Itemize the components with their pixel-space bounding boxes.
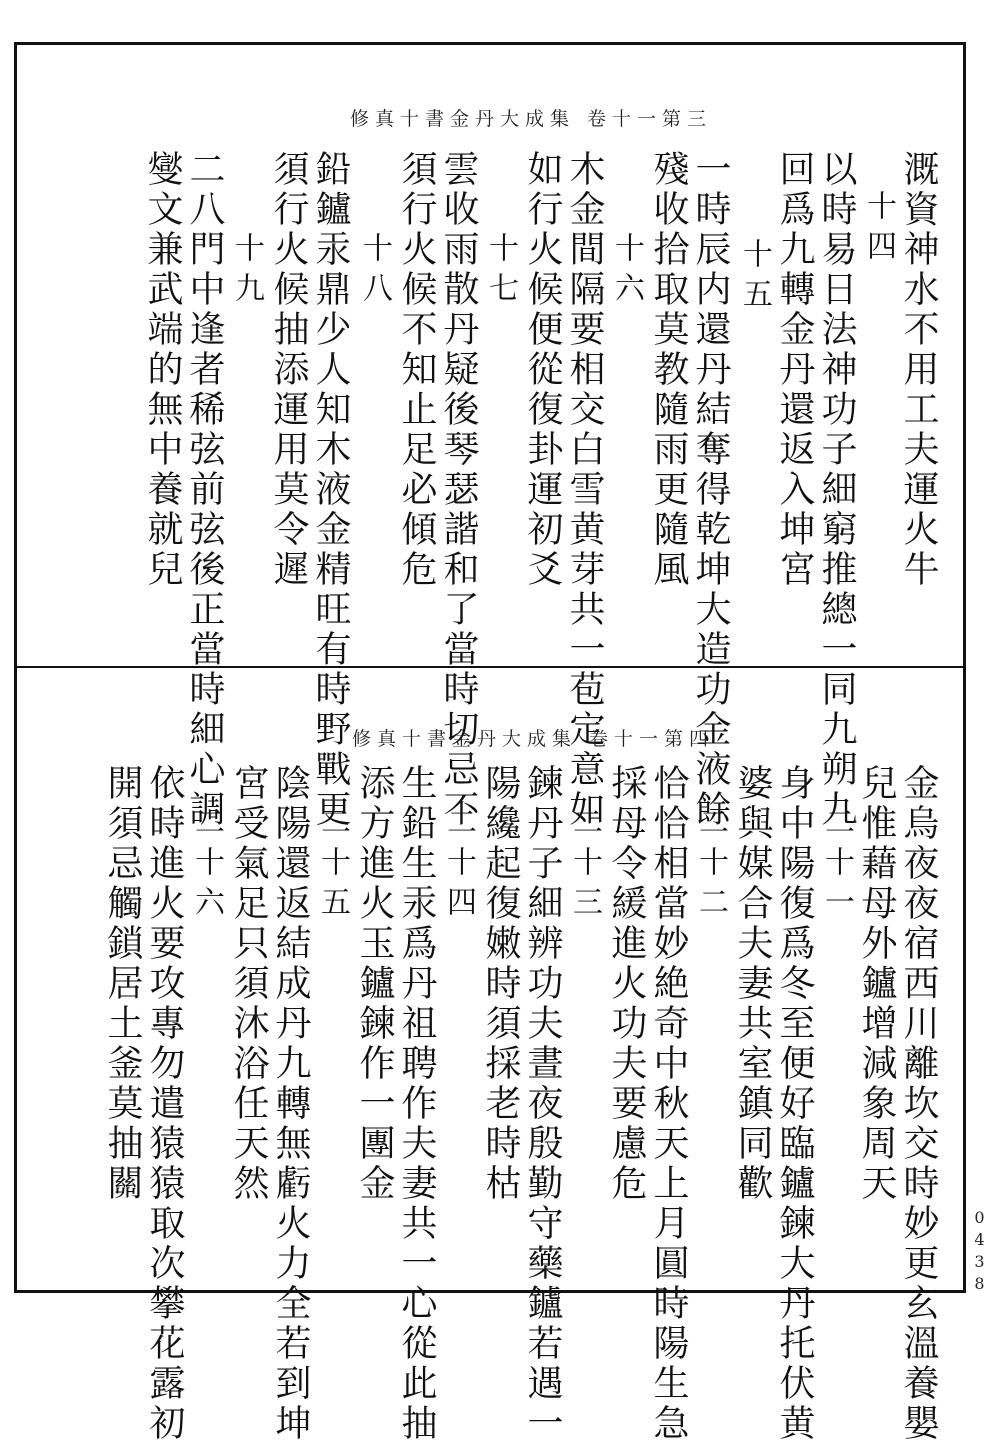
text-column: 須行火候抽添運用莫令遲: [268, 150, 309, 590]
text-column: 溉資神水不用工夫運火牛: [898, 150, 939, 590]
text-column: 木金間隔要相交白雪黄芽共一苞定意如: [564, 150, 605, 830]
text-column: 婆與媒合夫妻共室鎮同歡: [732, 764, 773, 1204]
text-column: 宮受氣足只須沐浴任天然: [228, 764, 269, 1204]
text-column: 添方進火玉鑪鍊作一團金: [354, 764, 395, 1204]
text-column: 燮文兼武端的無中養就兒: [142, 150, 183, 590]
text-column: 生鉛生汞爲丹祖聘作夫妻共一心從此抽: [396, 764, 437, 1444]
text-column: 一時辰内還丹結奪得乾坤大造功金液餘: [690, 150, 731, 830]
verse-number: 二十六: [189, 806, 224, 926]
verse-number: 二十二: [693, 806, 728, 926]
text-column: 殘收拾取莫教隨雨更隨風: [648, 150, 689, 590]
verse-number: 十九: [229, 232, 264, 312]
text-column: 兒惟藉母外鑪增減象周天: [856, 764, 897, 1204]
text-column: 雲收雨散丹疑後琴瑟諧和了當時切忌不: [438, 150, 479, 830]
text-column: 鉛鑪汞鼎少人知木液金精旺有時野戰更: [310, 150, 351, 830]
verse-number: 二十五: [315, 806, 350, 926]
text-column: 金烏夜夜宿西川離坎交時妙更玄溫養嬰: [898, 764, 939, 1444]
verse-number: 十五: [737, 238, 772, 318]
text-column: 陰陽還返結成丹九轉無虧火力全若到坤: [270, 764, 311, 1444]
bottom-page-header: 修真十書金丹大成集 卷十一第四: [352, 728, 715, 750]
text-column: 陽纔起復嫩時須採老時枯: [480, 764, 521, 1204]
text-column: 鍊丹子細辨功夫晝夜殷勤守藥鑪若遇一: [522, 764, 563, 1444]
top-page-header: 修真十書金丹大成集 卷十一第三: [350, 108, 713, 130]
text-column: 須行火候不知止足必傾危: [396, 150, 437, 590]
text-column: 依時進火要攻專勿遣猿猿取次攀花露初: [144, 764, 185, 1444]
text-column: 以時易日法神功子細窮推總一同九朔九: [816, 150, 857, 830]
verse-number: 二十一: [819, 806, 854, 926]
verse-number: 十八: [357, 232, 392, 312]
page-number: 0438: [970, 1208, 989, 1296]
text-column: 回爲九轉金丹還返入坤宮: [774, 150, 815, 590]
verse-number: 十六: [609, 232, 644, 312]
text-column: 身中陽復爲冬至便好臨鑪鍊大丹托伏黄: [774, 764, 815, 1444]
text-column: 如行火候便從復卦運初爻: [522, 150, 563, 590]
verse-number: 二十四: [441, 806, 476, 926]
verse-number: 二十三: [567, 806, 602, 926]
text-column: 恰恰相當妙絶奇中秋天上月圓時陽生急: [648, 764, 689, 1444]
verse-number: 十四: [861, 190, 896, 270]
verse-number: 十七: [483, 232, 518, 312]
text-column: 開須忌觸鎖居土釜莫抽關: [102, 764, 143, 1204]
text-column: 採母令緩進火功夫要慮危: [606, 764, 647, 1204]
text-column: 二八門中逢者稀弦前弦後正當時細心調: [184, 150, 225, 830]
